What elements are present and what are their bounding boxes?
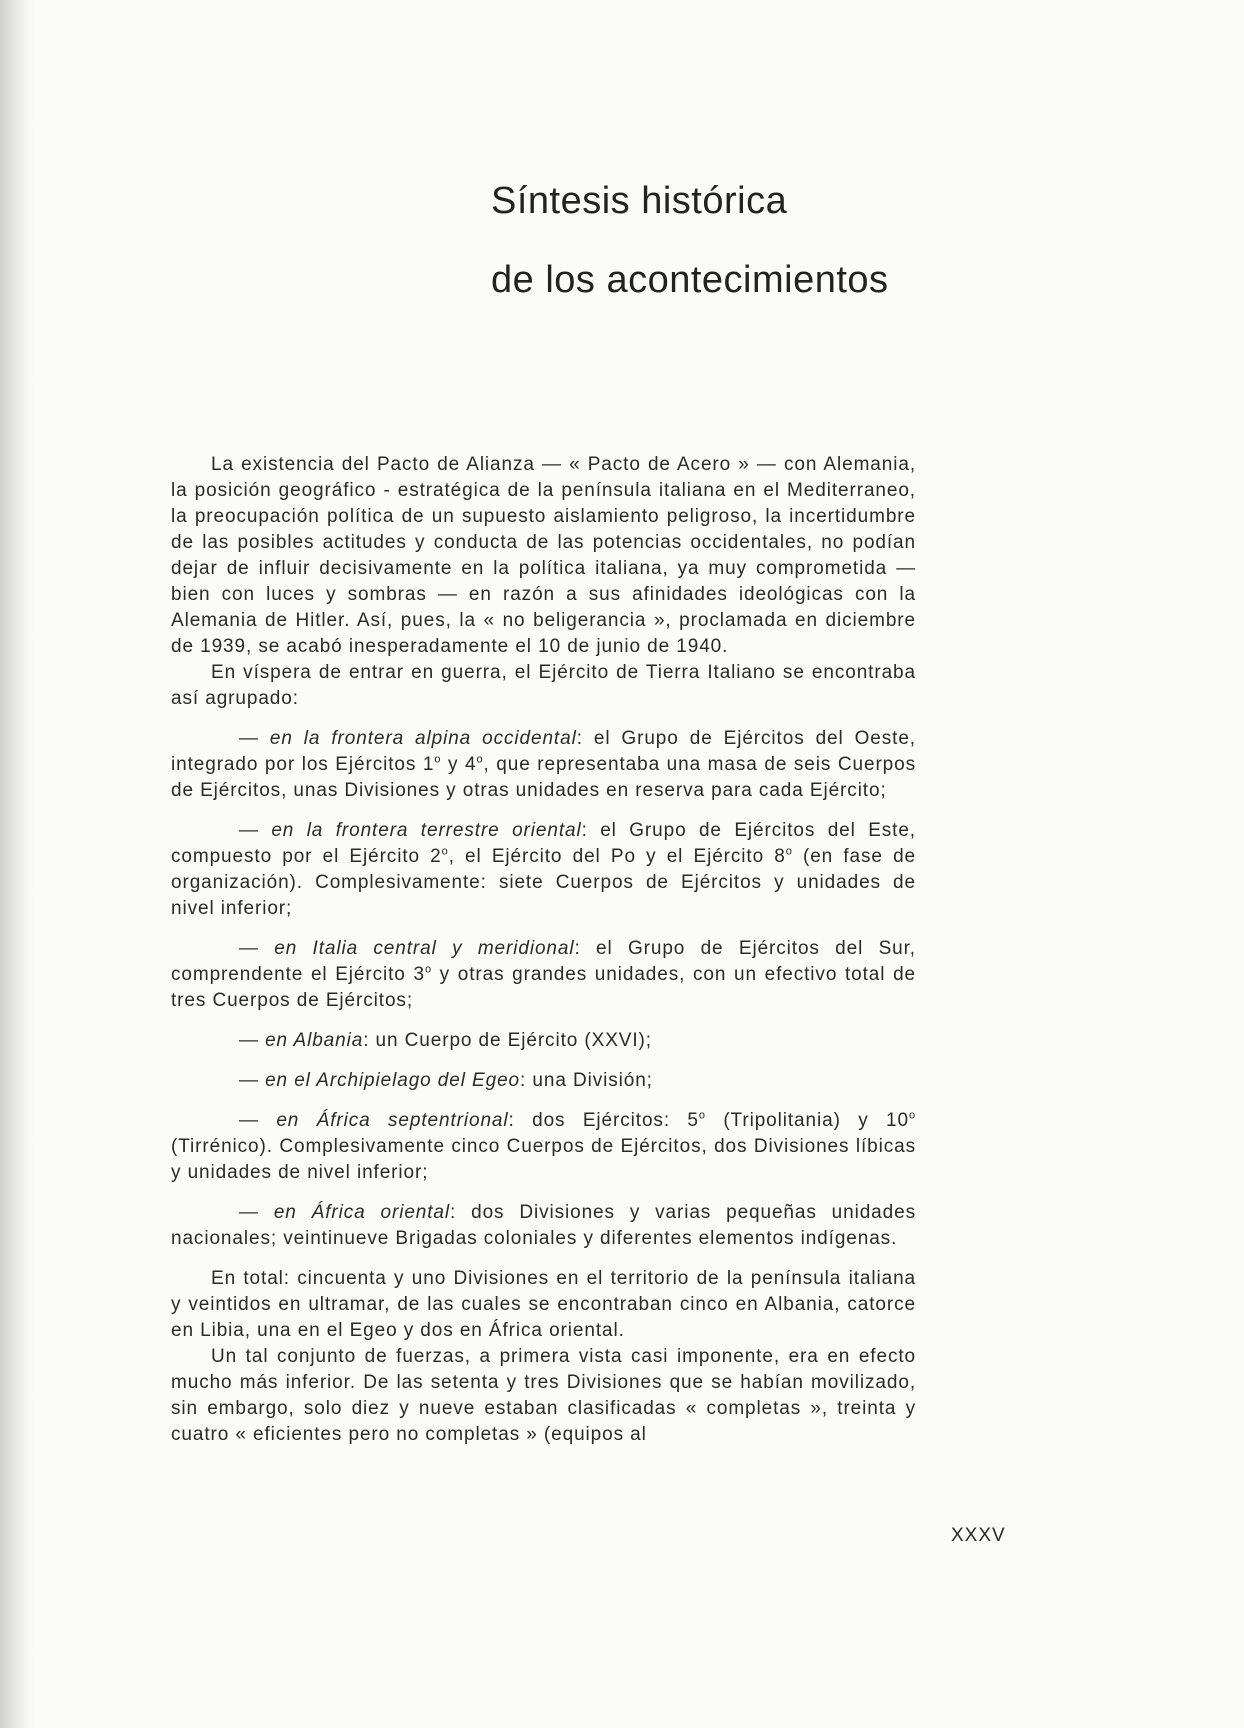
ordinal-mark: o [424,963,432,976]
item-label: en el Archipielago del Egeo [265,1070,521,1091]
list-item-aegean: — en el Archipielago del Egeo: una División; [239,1070,653,1091]
list-item-albania: — en Albania: un Cuerpo de Ejército (XXVI); [239,1030,652,1051]
dash: — [239,938,275,959]
dash: — [239,728,270,749]
item-label: en Italia central y meridional [274,938,575,959]
ordinal-mark: o [434,753,442,766]
item-label: en África oriental [273,1202,451,1223]
title-line-1: Síntesis histórica [491,180,788,222]
list-item-alpine-front: — en la frontera alpina occidental: el Grupo de Ejércitos del Oeste, integrado por los Ejércitos 1$^o$ y 4$^o$, que representaba una masa de seis Cuerpos de Ejércitos, unas Divisiones y otras unidades en reserva para cada Ejército; [171,728,917,801]
body-text [171,452,916,1448]
list-item-eastern-front: — en la frontera terrestre oriental: el Grupo de Ejércitos del Este, compuesto por el Ejército 2$^o$, el Ejército del Po y el Ejército 8$^o$ (en fase de organización). Complesivamente: siete Cuerpos de Ejércitos y unidades de nivel inferior; [171,820,917,919]
ordinal-mark: o [785,845,793,858]
page-gutter-shadow [0,0,34,1728]
dash: — [239,1110,277,1131]
dash: — [239,1202,274,1223]
list-item-east-africa: — en África oriental: dos Divisiones y varias pequeñas unidades nacionales; veintinueve Brigadas coloniales y diferentes elementos indígenas. [171,1202,916,1249]
ordinal-mark: o [441,845,449,858]
item-label: en la frontera terrestre oriental [271,820,582,841]
ordinal-mark: o [698,1109,706,1122]
item-label: en África septentrional [276,1110,509,1131]
paragraph-4: Un tal conjunto de fuerzas, a primera vista casi imponente, era en efecto mucho más inferior. De las setenta y tres Divisiones que se habían movilizado, sin embargo, solo diez y nueve estaban clasificadas « completas », treinta y cuatro « eficientes pero no completas » (equipos al [171,1346,916,1445]
item-label: en la frontera alpina occidental [269,728,577,749]
dash: — [239,820,272,841]
item-label: en Albania [265,1030,364,1051]
paragraph-1: La existencia del Pacto de Alianza — « Pacto de Acero » — con Alemania, la posición geográfico - estratégica de la península italiana en el Mediterraneo, la preocupación política de un supuesto aislamiento peligroso, la incertidumbre de las posibles actitudes y conducta de las potencias occidentales, no podían dejar de influir decisivamente en la política italiana, ya muy comprometida — bien con luces y sombras — en razón a sus afinidades ideológicas con la Alemania de Hitler. Así, pues, la « no beligerancia », proclamada en diciembre de 1939, se acabó inesperadamente el 10 de junio de 1940. [171,454,916,657]
dash: — [239,1030,266,1051]
page-number: XXXV [951,1525,1006,1546]
paragraph-2: En víspera de entrar en guerra, el Ejército de Tierra Italiano se encontraba así agrupado: [171,662,916,709]
paragraph-3: En total: cincuenta y uno Divisiones en el territorio de la península italiana y veintidos en ultramar, de las cuales se encontraban cinco en Albania, catorce en Libia, una en el Egeo y dos en África oriental. [171,1268,916,1341]
list-item-central-italy: — en Italia central y meridional: el Grupo de Ejércitos del Sur, comprendente el Ejército 3$^o$ y otras grandes unidades, con un efectivo total de tres Cuerpos de Ejércitos; [171,938,916,1011]
title-line-2: de los acontecimientos [491,259,889,301]
ordinal-mark: o [908,1109,916,1122]
dash: — [239,1070,266,1091]
ordinal-mark: o [476,753,484,766]
list-item-north-africa: — en África septentrional: dos Ejércitos: 5$^o$ (Tripolitania) y 10$^o$ (Tirrénico). Complesivamente cinco Cuerpos de Ejércitos, dos Divisiones líbicas y unidades de nivel inferior; [171,1109,916,1183]
